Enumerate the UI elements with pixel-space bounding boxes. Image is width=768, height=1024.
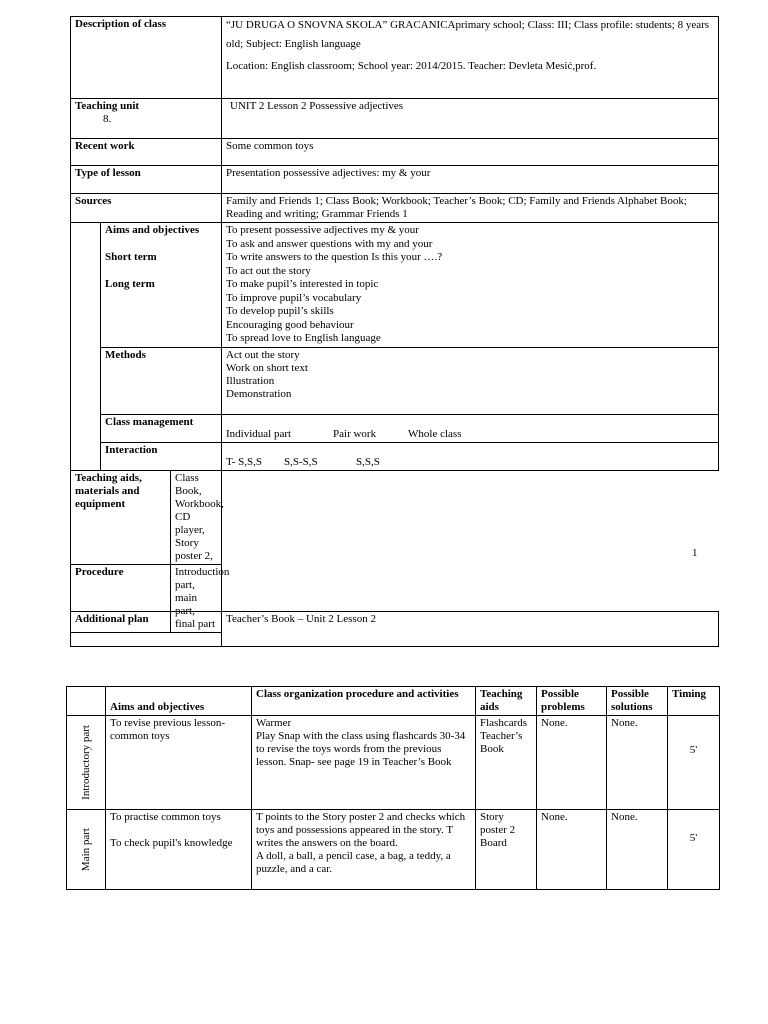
header-solutions: Possible solutions bbox=[607, 687, 668, 716]
header-procedure: Class organization procedure and activities bbox=[252, 687, 476, 716]
table-row bbox=[67, 716, 720, 810]
procedure-cell: T points to the Story poster 2 and checks which toys and possessions appeared in the story. T writes the answers on the board. A doll, a ball, a pencil case, a bag, a teddy, a puzzle, and a car. bbox=[252, 810, 476, 890]
lesson-info-table bbox=[70, 16, 719, 633]
left-margin-cell bbox=[71, 223, 101, 471]
class-management-values: Individual part Pair work Whole class bbox=[222, 414, 719, 442]
description-value: “JU DRUGA O SNOVNA SKOLA” GRACANICAprimary school; Class: III; Class profile: students; 8 years old; Subject: English language Location: English classroom; School year: 2014/2015. Teacher: Devleta Mesić,prof. bbox=[222, 17, 719, 99]
methods-list: Act out the story Work on short text Illustration Demonstration bbox=[222, 347, 719, 414]
interaction-values: T- S,S,S S,S-S,S S,S,S bbox=[222, 442, 719, 470]
aids-cell: Story poster 2 Board bbox=[476, 810, 537, 890]
stage-label: Main part bbox=[79, 827, 92, 872]
procedure-value: Introduction part, main part, final part bbox=[171, 564, 222, 632]
aids-cell: Flashcards Teacher’s Book bbox=[476, 716, 537, 810]
methods-label: Methods bbox=[101, 347, 222, 414]
additional-plan-label: Additional plan bbox=[71, 612, 222, 647]
aims-labels: Aims and objectives Short term Long term bbox=[101, 223, 222, 348]
description-label: Description of class bbox=[71, 17, 222, 99]
procedure-cell: Warmer Play Snap with the class using flashcards 30-34 to revise the toys words from the previous lesson. Snap- see page 19 in Teacher’s Book bbox=[252, 716, 476, 810]
aims-cell: To practise common toys To check pupil's knowledge bbox=[106, 810, 252, 890]
class-management-label: Class management bbox=[101, 414, 222, 442]
additional-plan-table bbox=[70, 611, 719, 647]
teaching-unit-label: Teaching unit 8. bbox=[71, 99, 222, 139]
aims-cell: To revise previous lesson- common toys bbox=[106, 716, 252, 810]
stage-cell bbox=[67, 716, 106, 810]
sources-label: Sources bbox=[71, 194, 222, 223]
aims-list: To present possessive adjectives my & your To ask and answer questions with my and your To write answers to the question Is this your ….? To act out the story To make pupil’s interested in topic To improve pupil’s vocabulary To develop pupil’s skills Encouraging good behaviour To spread love to English language bbox=[222, 223, 719, 348]
procedure-label: Procedure bbox=[71, 564, 171, 632]
header-stage bbox=[67, 687, 106, 716]
timing-cell: 5' bbox=[668, 810, 720, 890]
interaction-label: Interaction bbox=[101, 442, 222, 470]
procedure-table bbox=[66, 686, 720, 890]
header-aims: Aims and objectives bbox=[106, 687, 252, 716]
header-aids: Teaching aids bbox=[476, 687, 537, 716]
header-timing: Timing bbox=[668, 687, 720, 716]
type-of-lesson-label: Type of lesson bbox=[71, 166, 222, 194]
problems-cell: None. bbox=[537, 810, 607, 890]
recent-work-value: Some common toys bbox=[222, 139, 719, 166]
additional-plan-value: Teacher’s Book – Unit 2 Lesson 2 bbox=[222, 612, 719, 647]
header-problems: Possible problems bbox=[537, 687, 607, 716]
solutions-cell: None. bbox=[607, 716, 668, 810]
stage-label: Introductory part bbox=[79, 725, 92, 800]
problems-cell: None. bbox=[537, 716, 607, 810]
teaching-aids-value: Class Book, Workbook, CD player, Story poster 2, bbox=[171, 470, 222, 564]
sources-value: Family and Friends 1; Class Book; Workbook; Teacher’s Book; CD; Family and Friends Alphabet Book; Reading and writing; Grammar Friends 1 bbox=[222, 194, 719, 223]
timing-cell: 5' bbox=[668, 716, 720, 810]
type-of-lesson-value: Presentation possessive adjectives: my & your bbox=[222, 166, 719, 194]
table-row bbox=[67, 810, 720, 890]
page-number: 1 bbox=[692, 547, 698, 559]
stage-cell bbox=[67, 810, 106, 890]
teaching-aids-label: Teaching aids, materials and equipment bbox=[71, 470, 171, 564]
teaching-unit-value: UNIT 2 Lesson 2 Possessive adjectives bbox=[222, 99, 719, 139]
recent-work-label: Recent work bbox=[71, 139, 222, 166]
procedure-header-row bbox=[67, 687, 720, 716]
solutions-cell: None. bbox=[607, 810, 668, 890]
